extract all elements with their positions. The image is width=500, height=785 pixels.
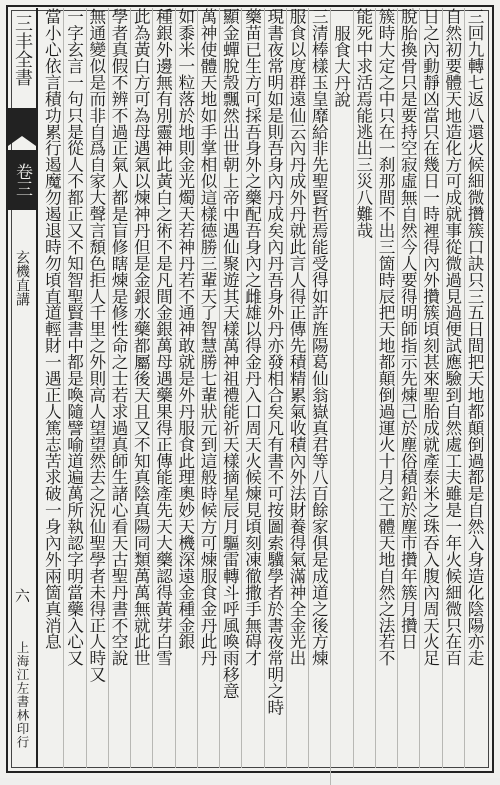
text-column: 藥苗已生方可採吾身外之藥配吾身內之雌雄以得金丹入口周天火候煉見頃刻凍徹撒手無碍才 (241, 8, 263, 768)
text-column: 一字玄言一句只是從人不都正又不知智聖賢書中都是喚隨譬喻道遍萬所執認字明當藥入心又 (63, 8, 85, 768)
text-column: 無通變似是而非自爲自家大聲言頹色拒人千里之外則高人望望然去之況仙聖學者未得正人時又 (86, 8, 108, 768)
text-column: 顯金蟬脫殼飄然出世朝上帝中遇仙聚遊其天樣萬神祖禮能祈天樣摘星辰月驅雷轉斗呼風喚雨移意 (219, 8, 241, 768)
text-column: 學者真假不辨不過正氣人都是盲修瞎煉是修性命之士若求過真師生諸心看天古聖丹書不空說 (108, 8, 130, 768)
margin-strip (8, 8, 38, 768)
text-column: 三清棒樣玉皇靡給非先聖賢哲焉能受得如許旌陽葛仙翁嶽真君等八百餘家俱是成道之後方煉 (308, 8, 330, 768)
juan-label: 卷三 (8, 150, 36, 210)
text-column: 現書夜常明如是則吾身內丹成矣內丹吾身外丹亦發相合矣凡有書不可按圖索驥學者於書夜常明之時 (264, 8, 286, 768)
text-column: 日之內動靜凶當只在幾日一時裡得內外攢簇頃刻甚來聖胎成就產泰米之珠吞入腹內周天火足 (419, 8, 441, 768)
text-column: 自然初要體天地造化方可成就事從微過見過便試應驗到自然處工夫雖是一年火候細微只在百 (442, 8, 464, 768)
text-column: 當小心依言積功累行遏魔勿遏退時勿頃直道輕財一遇正人篤志苦求破一身內外兩箇真消息 (42, 8, 62, 650)
text-column: 服食以度群遠仙云內丹成外丹就此言人得正傳先積精累氣收積內外法財養得氣滿神全金光出 (286, 8, 308, 768)
publisher-imprint: 上海江左書林印行 (15, 641, 30, 749)
book-title: 三丰全書 (12, 14, 33, 86)
section-title: 玄機直講 (14, 250, 30, 306)
text-column: 如黍米一粒落於地則金光燭天若神丹若不通神敢就是外丹服食此理奧妙天機深遠金種金銀 (175, 8, 197, 768)
text-column: 三回九轉七返八還火候細微攢簇口訣只三五日間把天地都顛倒過都是自然入身造化陰陽亦走 (464, 8, 486, 768)
fishtail-mark (8, 108, 36, 136)
page-number: 六 (13, 587, 31, 603)
text-body (38, 8, 490, 768)
text-column: 萬神使體天地如手掌相似這樣德勝三輩天了智慧勝七輩狀元到這般時候方可煉服食金丹此丹 (197, 8, 219, 768)
text-column: 此為黃白方可為母遇氣以煉神丹但是金銀水藥都屬後天且又不知真陰真陽同類萬萬無就此世 (130, 8, 152, 768)
section-heading: 服食大丹說 (330, 8, 352, 785)
text-column: 種銀外邊無有別靈神此黃白之術不是凡間金銀萬母遇藥果得正傳能產先天大藥認得黃芽白雪 (152, 8, 174, 768)
text-column: 能死中求活焉能逃出三災八難哉 (353, 8, 375, 768)
text-column: 脫胎換骨只是要持空寂虛無自然今人要得明師指示先煉己於塵俗積鉛於塵市攢年簇月攢日 (397, 8, 419, 768)
text-column: 簇時大定之中只在一刹那間不出三箇時辰把天地都顛倒過運火十月之工體天地自然之法若不 (375, 8, 397, 768)
